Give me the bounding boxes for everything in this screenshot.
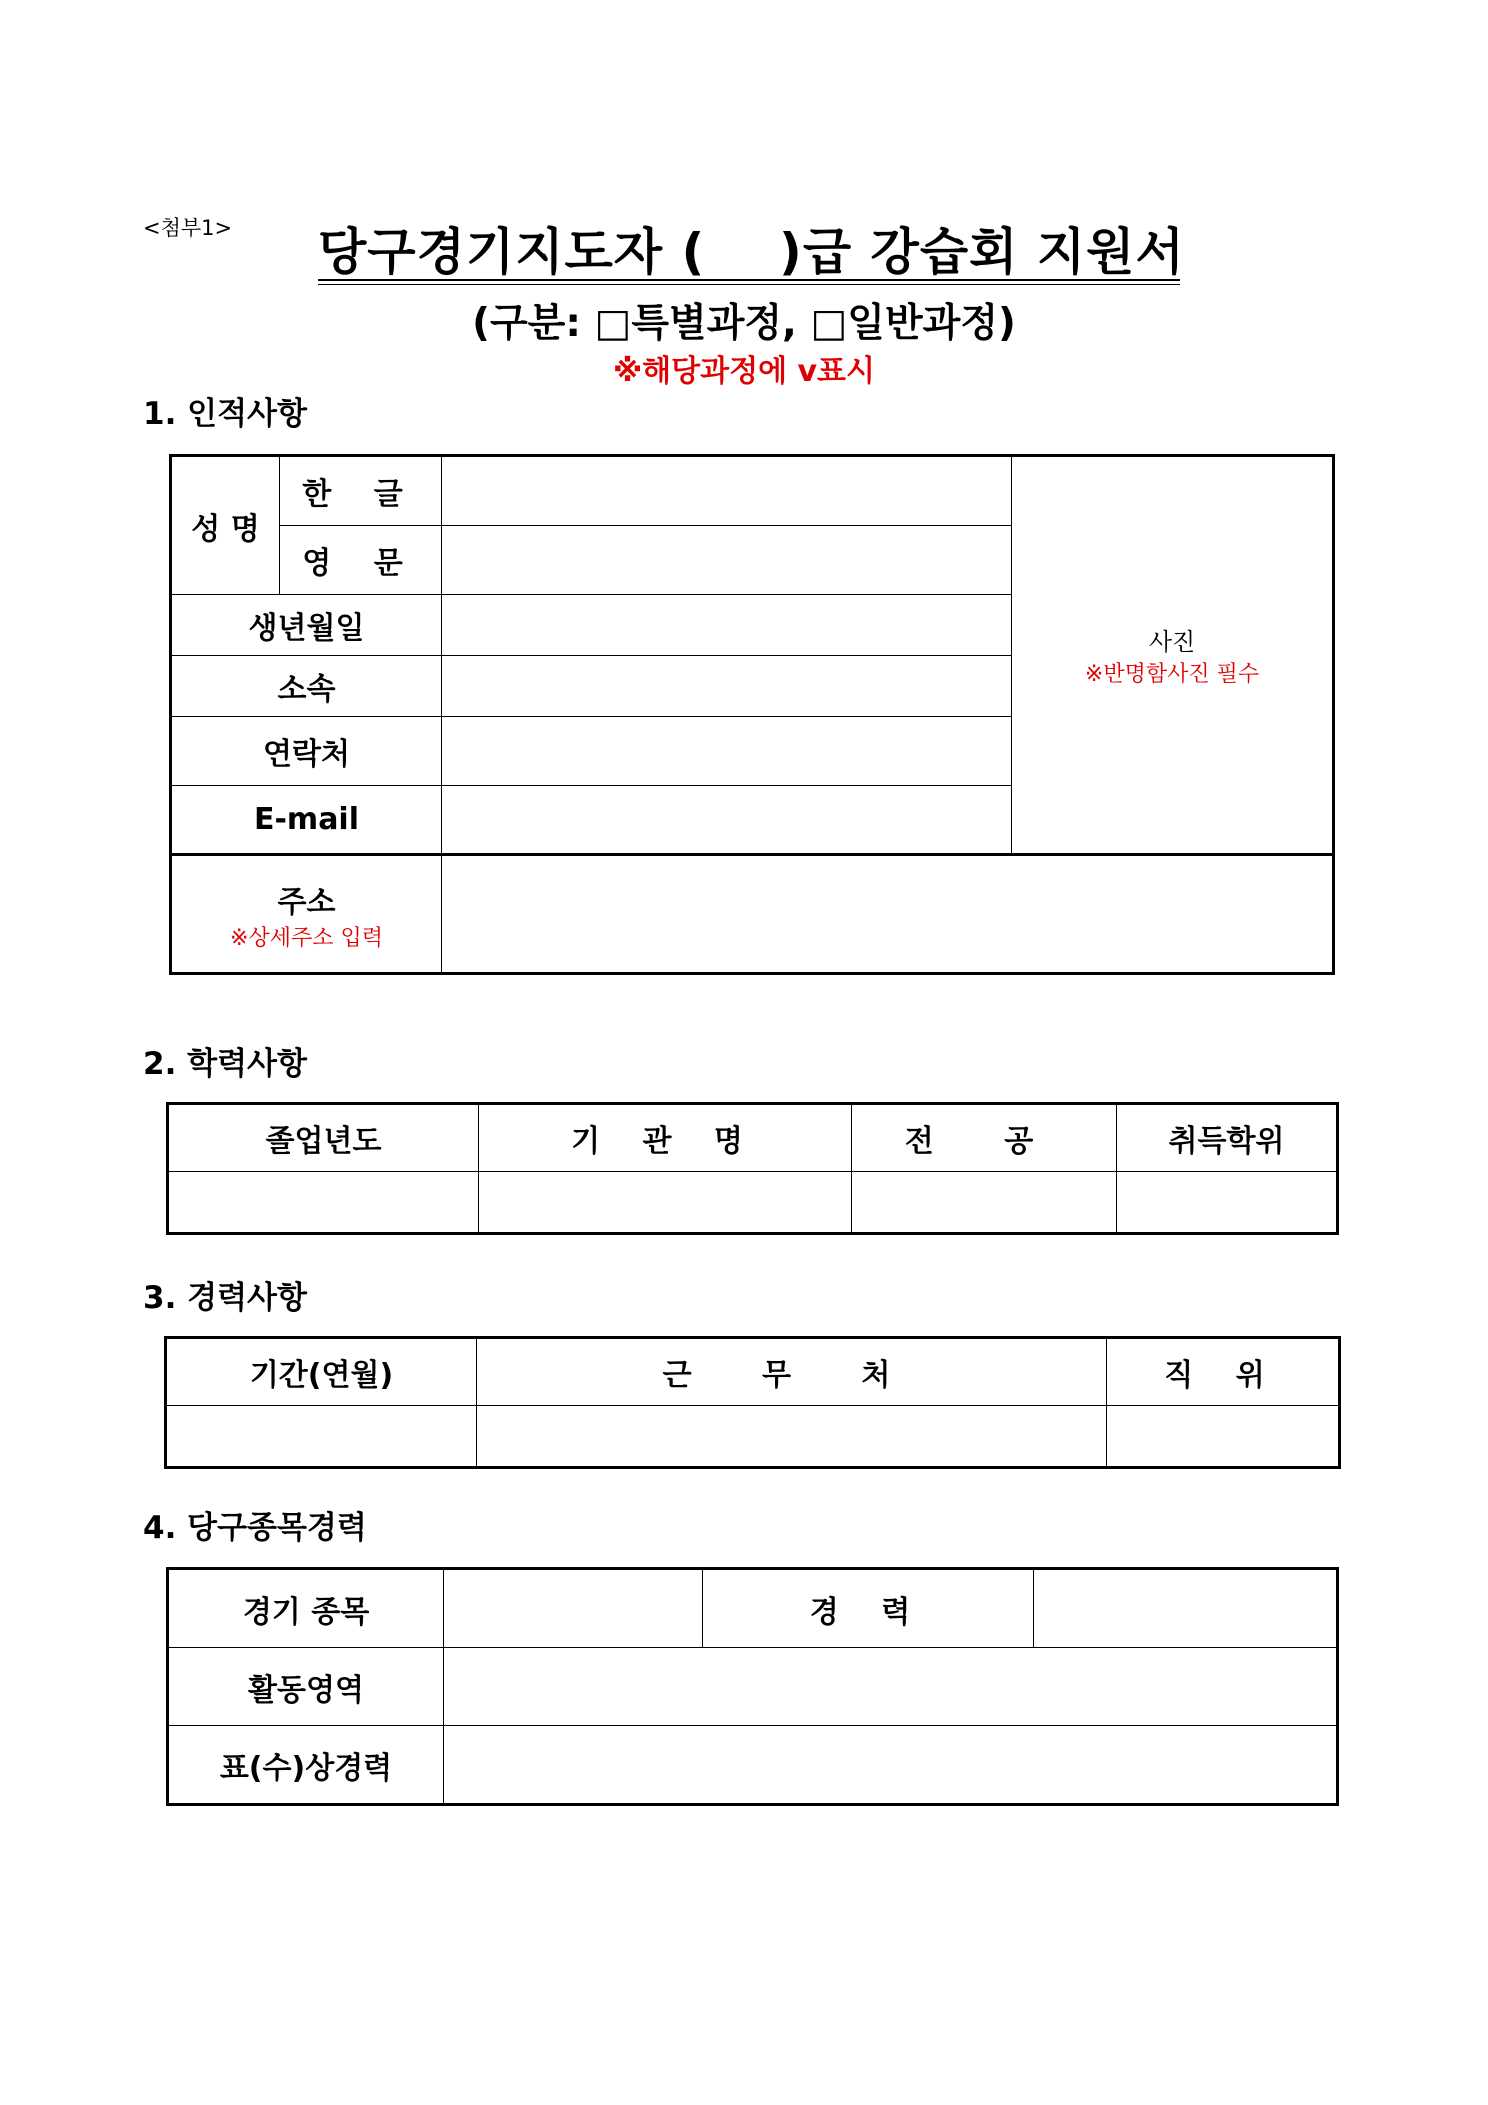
- photo-label: 사진: [1148, 628, 1196, 656]
- education-institution-field[interactable]: [479, 1172, 852, 1233]
- title-underline: [318, 279, 1180, 281]
- birth-date-label: 생년월일: [172, 595, 442, 656]
- career-col-period: 기간(연월): [167, 1339, 477, 1406]
- personal-info-table: [171, 456, 1333, 973]
- career-table: [166, 1338, 1339, 1467]
- activity-field[interactable]: [444, 1648, 1337, 1726]
- experience-field[interactable]: [1034, 1570, 1337, 1648]
- education-major-field[interactable]: [852, 1172, 1117, 1233]
- name-label: 성 명: [172, 457, 280, 595]
- career-col-position: 직 위: [1107, 1339, 1339, 1406]
- education-col-institution: 기 관 명: [479, 1105, 852, 1172]
- korean-name-field[interactable]: [442, 457, 1012, 526]
- career-workplace-field[interactable]: [477, 1406, 1107, 1467]
- experience-label: 경 력: [703, 1570, 1034, 1648]
- education-graduation-year-field[interactable]: [169, 1172, 479, 1233]
- address-note: ※상세주소 입력: [230, 925, 383, 951]
- contact-label: 연락처: [172, 717, 442, 786]
- korean-name-label: 한 글: [280, 457, 442, 526]
- awards-field[interactable]: [444, 1726, 1337, 1804]
- billiards-career-table: [168, 1569, 1337, 1804]
- course-type-subtitle: (구분: □특별과정, □일반과정): [472, 301, 1016, 346]
- birth-date-field[interactable]: [442, 595, 1012, 656]
- event-label: 경기 종목: [169, 1570, 444, 1648]
- career-position-field[interactable]: [1107, 1406, 1339, 1467]
- attachment-label: <첨부1>: [143, 216, 233, 240]
- photo-area[interactable]: [1012, 457, 1333, 855]
- section-career-heading: 3. 경력사항: [143, 1280, 307, 1316]
- address-label: [172, 855, 442, 973]
- education-col-graduation-year: 졸업년도: [169, 1105, 479, 1172]
- education-degree-field[interactable]: [1117, 1172, 1337, 1233]
- career-col-workplace: 근 무 처: [477, 1339, 1107, 1406]
- page-title: 당구경기지도자 ( )급 강습회 지원서: [318, 223, 1185, 281]
- education-col-major: 전 공: [852, 1105, 1117, 1172]
- section-education-heading: 2. 학력사항: [143, 1046, 307, 1082]
- awards-label: 표(수)상경력: [169, 1726, 444, 1804]
- email-field[interactable]: [442, 786, 1012, 855]
- english-name-label: 영 문: [280, 526, 442, 595]
- title-underline-second: [318, 284, 1180, 285]
- email-label: E-mail: [172, 786, 442, 855]
- contact-field[interactable]: [442, 717, 1012, 786]
- section-personal-heading: 1. 인적사항: [143, 396, 307, 432]
- english-name-field[interactable]: [442, 526, 1012, 595]
- event-field[interactable]: [444, 1570, 703, 1648]
- address-field[interactable]: [442, 855, 1333, 973]
- education-col-degree: 취득학위: [1117, 1105, 1337, 1172]
- activity-label: 활동영역: [169, 1648, 444, 1726]
- affiliation-field[interactable]: [442, 656, 1012, 717]
- photo-note: ※반명함사진 필수: [1084, 662, 1260, 687]
- affiliation-label: 소속: [172, 656, 442, 717]
- education-table: [168, 1104, 1337, 1233]
- address-label-text: 주소: [277, 884, 336, 920]
- section-billiards-heading: 4. 당구종목경력: [143, 1510, 367, 1546]
- course-check-note: ※해당과정에 v표시: [612, 354, 876, 389]
- career-period-field[interactable]: [167, 1406, 477, 1467]
